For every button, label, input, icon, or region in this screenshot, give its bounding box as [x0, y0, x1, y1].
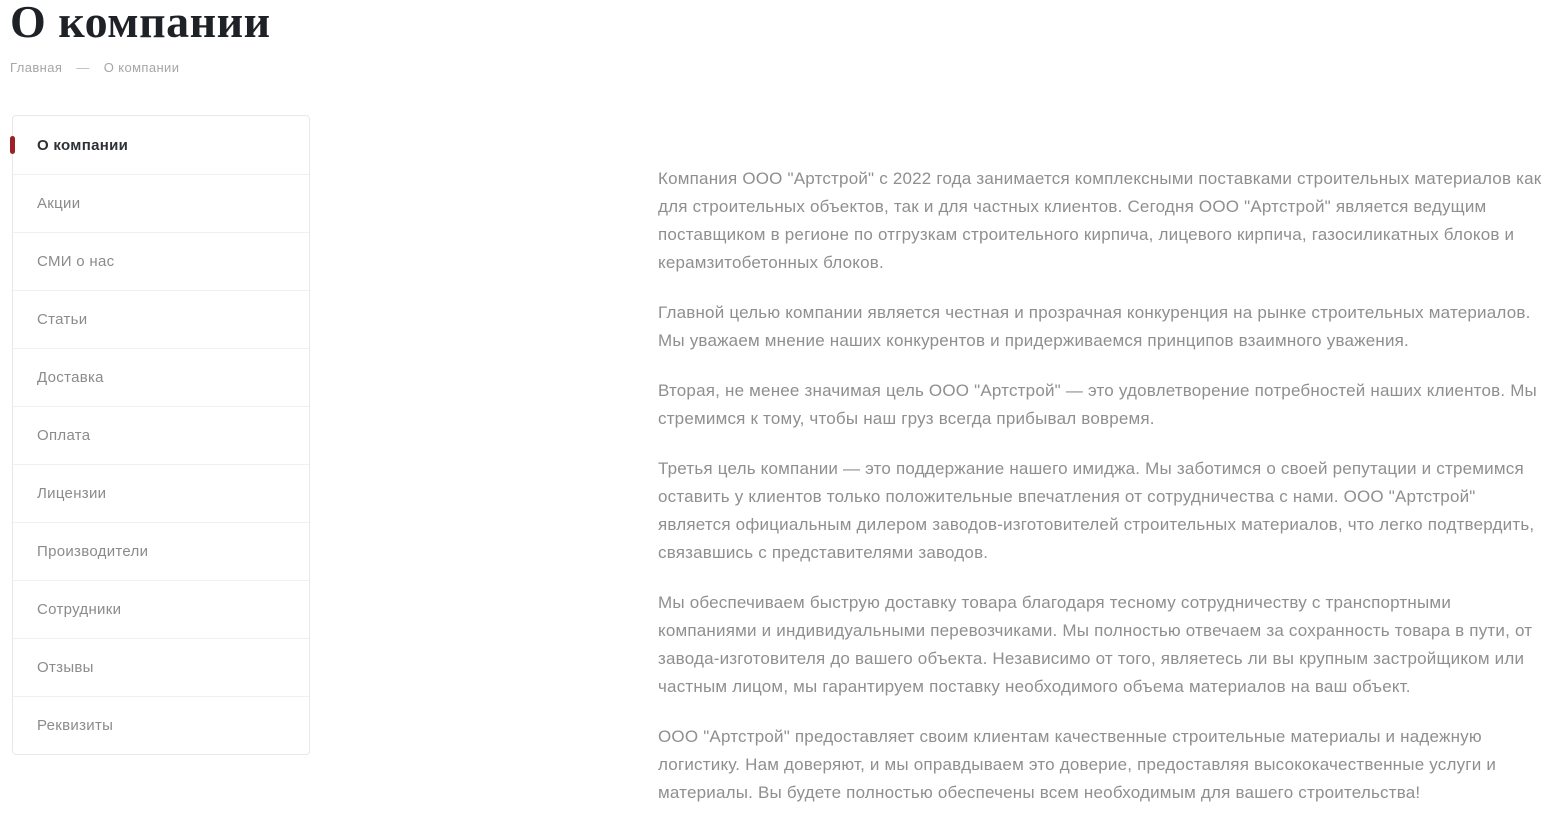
sidebar-item[interactable]	[13, 290, 309, 348]
page-header	[10, 0, 271, 75]
active-marker-icon	[10, 136, 15, 154]
sidebar-item[interactable]	[13, 580, 309, 638]
sidebar-item[interactable]	[13, 522, 309, 580]
sidebar-item-label: О компании	[37, 136, 129, 154]
layout	[12, 115, 1546, 829]
sidebar-item-label: Акции	[37, 195, 81, 212]
sidebar-item-label: Отзывы	[37, 659, 94, 676]
sidebar-item-label: Лицензии	[37, 485, 107, 502]
sidebar-item[interactable]	[13, 696, 309, 754]
sidebar-item[interactable]	[13, 638, 309, 696]
sidebar-item-label: Оплата	[37, 427, 91, 444]
sidebar-item-label: Производители	[37, 543, 149, 560]
content-paragraph: ООО "Артстрой" предоставляет своим клиентам качественные строительные материалы и надежную логистику. Нам доверяют, и мы оправдываем это доверие, предоставляя высококачественные услуги и материалы. Вы будете полностью обеспечены всем необходимым для вашего строительства!	[658, 727, 1497, 802]
content-paragraph: Главной целью компании является честная и прозрачная конкуренция на рынке строительных материалов. Мы уважаем мнение наших конкурентов и придерживаемся принципов взаимного уважения.	[658, 303, 1531, 350]
content-paragraph: Третья цель компании — это поддержание нашего имиджа. Мы заботимся о своей репутации и стремимся оставить у клиентов только положительные впечатления от сотрудничества с нами. ООО "Артстрой" является официальным дилером заводов-изготовителей строительных материалов, что легко подтвердить, связавшись с представителями заводов.	[658, 459, 1535, 562]
sidebar-item-label: Сотрудники	[37, 601, 122, 618]
sidebar-item[interactable]	[13, 348, 309, 406]
breadcrumb	[10, 60, 271, 75]
sidebar-item-label: СМИ о нас	[37, 253, 115, 270]
breadcrumb-current: О компании	[103, 60, 180, 75]
sidebar-item[interactable]	[13, 116, 309, 174]
breadcrumb-separator: —	[76, 60, 90, 75]
page-title: О компании	[10, 0, 271, 47]
sidebar-item[interactable]	[13, 464, 309, 522]
sidebar-item-label: Статьи	[37, 311, 88, 328]
sidebar-menu	[12, 115, 310, 755]
content-paragraph: Компания ООО "Артстрой" с 2022 года занимается комплексными поставками строительных материалов как для строительных объектов, так и для частных клиентов. Сегодня ООО "Артстрой" является ведущим поставщиком в регионе по отгрузкам строительного кирпича, лицевого кирпича, газосиликатных блоков и керамзитобетонных блоков.	[658, 169, 1542, 272]
content-paragraph: Мы обеспечиваем быструю доставку товара благодаря тесному сотрудничеству с транспортными компаниями и индивидуальными перевозчиками. Мы полностью отвечаем за сохранность товара в пути, от завода-изготовителя до вашего объекта. Независимо от того, являетесь ли вы крупным застройщиком или частным лицом, мы гарантируем поставку необходимого объема материалов на ваш объект.	[658, 593, 1533, 696]
main-content	[658, 115, 1546, 829]
sidebar-item[interactable]	[13, 406, 309, 464]
breadcrumb-home-link[interactable]: Главная	[10, 60, 63, 75]
sidebar-item-label: Реквизиты	[37, 717, 114, 734]
content-paragraph: Вторая, не менее значимая цель ООО "Артстрой" — это удовлетворение потребностей наших клиентов. Мы стремимся к тому, чтобы наш груз всегда прибывал вовремя.	[658, 381, 1537, 428]
sidebar-item-label: Доставка	[37, 369, 104, 386]
sidebar-item[interactable]	[13, 174, 309, 232]
sidebar-item[interactable]	[13, 232, 309, 290]
